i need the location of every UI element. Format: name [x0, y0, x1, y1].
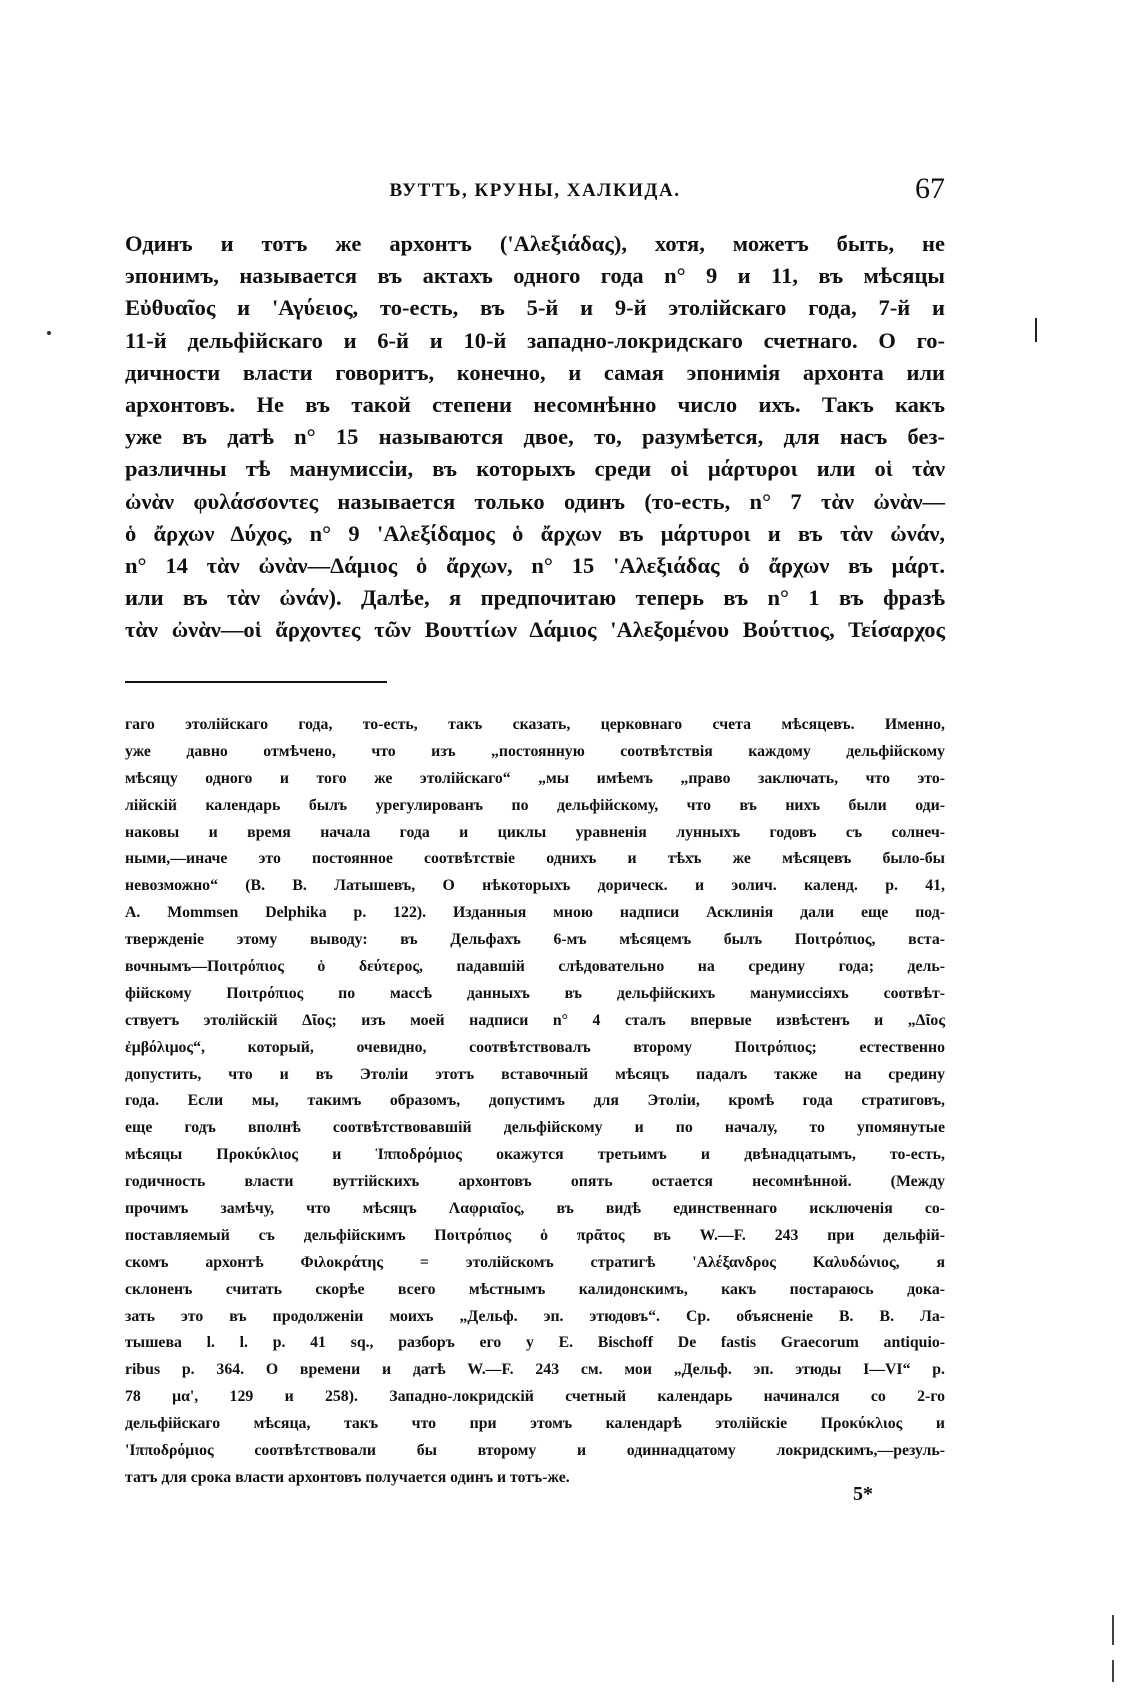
footnote-line: ἐμβόλιμος“, который, очевидно, соотвѣтствовалъ второму Ποιτρόπιος; естественно — [125, 1038, 945, 1056]
footnote-line: мѣсяцу одного и того же этолійскаго“ „мы имѣемъ „право заключать, что это- — [125, 769, 945, 787]
footnote-line: мѣсяцы Προκύκλιος и Ἱπποδρόμιος окажутся третьимъ и двѣнадцатымъ, то-есть, — [125, 1146, 945, 1164]
footnote-line: 78 μα', 129 и 258). Западно-локридскій счетный календарь начинался со 2-го — [125, 1388, 945, 1406]
body-line: различны тѣ манумиссіи, въ которыхъ среди οἱ μάρτυροι или οἱ τὰν — [125, 456, 945, 482]
footnote-line: тышева l. l. p. 41 sq., разборъ его у E. Bischoff De fastis Graecorum antiquio- — [125, 1334, 945, 1352]
body-line: эпонимъ, называется въ актахъ одного года n° 9 и 11, въ мѣсяцы — [125, 263, 945, 289]
body-line: τὰν ὠνὰν—οἱ ἄρχοντες τῶν Βουττίων Δάμιος 'Αλεξομένου Βούττιος, Τείσαρχος — [125, 617, 945, 643]
footnote-line: наковы и время начала года и циклы уравненія лунныхъ годовъ съ солнеч- — [125, 823, 945, 841]
body-line: ὠνὰν φυλάσσοντες называется только одинъ (то-есть, n° 7 τὰν ὠνὰν— — [125, 488, 945, 514]
body-line: дичности власти говоритъ, конечно, и самая эпонимія архонта или — [125, 359, 945, 385]
footnote-line: года. Если мы, такимъ образомъ, допустимъ для Этоліи, кромѣ года стратиговъ, — [125, 1092, 945, 1110]
footnote-line: ribus p. 364. О времени и датѣ W.—F. 243 см. мои „Дельф. эп. этюды I—VI“ p. — [125, 1361, 945, 1379]
footnote-divider — [125, 681, 387, 683]
body-line: 11-й дельфійскаго и 6-й и 10-й западно-локридскаго счетнаго. О го- — [125, 327, 945, 353]
footnote-line: вочнымъ—Ποιτρόπιος ὁ δεύτερος, падавшій слѣдовательно на средину года; дель- — [125, 958, 945, 976]
body-line: ὁ ἄρχων Δύχος, n° 9 'Αλεξίδαμος ὁ ἄρχων въ μάρτυροι и въ τὰν ὠνάν, — [125, 520, 945, 546]
footnote-line: склоненъ считать скорѣе всего мѣстнымъ калидонскимъ, какъ постараюсь дока- — [125, 1280, 945, 1298]
footnote-line: прочимъ замѣчу, что мѣсяцъ Λαφριαῖος, въ видѣ единственнаго исключенія со- — [125, 1200, 945, 1218]
body-line: Одинъ и тотъ же архонтъ ('Αλεξιάδας), хотя, можетъ быть, не — [125, 231, 945, 256]
margin-dot-mark — [47, 331, 51, 335]
edge-scan-mark — [1112, 1660, 1114, 1682]
body-line: Εὐθυαῖος и 'Αγύειος, то-есть, въ 5-й и 9-й этолійскаго года, 7-й и — [125, 295, 945, 321]
signature-mark: 5* — [853, 1483, 873, 1505]
footnote-line: гаго этолійскаго года, то-есть, такъ сказать, церковнаго счета мѣсяцевъ. Именно, — [125, 716, 945, 733]
footnote-line: твержденіе этому выводу: въ Дельфахъ 6-мъ мѣсяцемъ былъ Ποιτρόπιος, вста- — [125, 931, 945, 949]
footnote-line: допустить, что и въ Этоліи этотъ вставочный мѣсяцъ падалъ также на средину — [125, 1065, 945, 1083]
footnote-line: ными,—иначе это постоянное соотвѣтствіе однихъ и тѣхъ же мѣсяцевъ было-бы — [125, 850, 945, 868]
footnote-line: лійскій календарь былъ урегулированъ по дельфійскому, что въ нихъ были оди- — [125, 796, 945, 814]
footnote-line: зать это въ продолженіи моихъ „Дельф. эп. этюдовъ“. Ср. объясненіе В. В. Ла- — [125, 1307, 945, 1325]
footnote-line: уже давно отмѣчено, что изъ „постоянную соотвѣтствія каждому дельфійскому — [125, 742, 945, 760]
footnote-line: ствуетъ этолійскій Δῖος; изъ моей надписи n° 4 сталъ впервые извѣстенъ и „Δῖος — [125, 1011, 945, 1029]
footnote-line: фійскому Ποιτρόπιος по массѣ данныхъ въ дельфійскихъ манумиссіяхъ соотвѣт- — [125, 984, 945, 1002]
footnote-line: 'Ιπποδρόμιος соотвѣтствовали бы второму и одиннадцатому локридскимъ,—резуль- — [125, 1442, 945, 1460]
edge-scan-mark — [1112, 1615, 1114, 1645]
body-line: уже въ датѣ n° 15 называются двое, то, разумѣется, для насъ без- — [125, 424, 945, 450]
footnote-line: поставляемый съ дельфійскимъ Ποιτρόπιος ὁ πρᾶτος въ W.—F. 243 при дельфій- — [125, 1226, 945, 1244]
footnote-block — [125, 712, 945, 1492]
main-text-block — [125, 228, 945, 646]
footnote-line: невозможно“ (В. В. Латышевъ, О нѣкоторыхъ дорическ. и эолич. календ. p. 41, — [125, 877, 945, 895]
footnote-line: еще годъ вполнѣ соотвѣтствовавшій дельфійскому и по началу, то упомянутые — [125, 1119, 945, 1137]
body-line: архонтовъ. Не въ такой степени несомнѣнно число ихъ. Такъ какъ — [125, 391, 945, 417]
margin-stroke-mark — [1035, 318, 1037, 342]
footnote-line: татъ для срока власти архонтовъ получается одинъ и тотъ-же. — [125, 1468, 570, 1486]
page-number: 67 — [915, 172, 945, 205]
footnote-line: годичность власти вуттійскихъ архонтовъ опять остается несомнѣнной. (Между — [125, 1173, 945, 1191]
body-line: или въ τὰν ὠνάν). Далѣе, я предпочитаю теперь въ n° 1 въ фразѣ — [125, 585, 945, 611]
running-head — [125, 172, 945, 208]
footnote-line: дельфійскаго мѣсяца, такъ что при этомъ календарѣ этолійскіе Προκύκλιος и — [125, 1415, 945, 1433]
running-title: ВУТТЪ, КРУНЫ, ХАЛКИДА. — [389, 180, 681, 201]
footnote-line: скомъ архонтѣ Φιλοκράτης = этолійскомъ стратигѣ 'Αλέξανδρος Καλυδώνιος, я — [125, 1253, 945, 1271]
body-line: n° 14 τὰν ὠνὰν—Δάμιος ὁ ἄρχων, n° 15 'Αλεξιάδας ὁ ἄρχων въ μάρτ. — [125, 552, 945, 578]
footnote-line: A. Mommsen Delphika p. 122). Изданныя мною надписи Асклинія дали еще под- — [125, 904, 945, 922]
